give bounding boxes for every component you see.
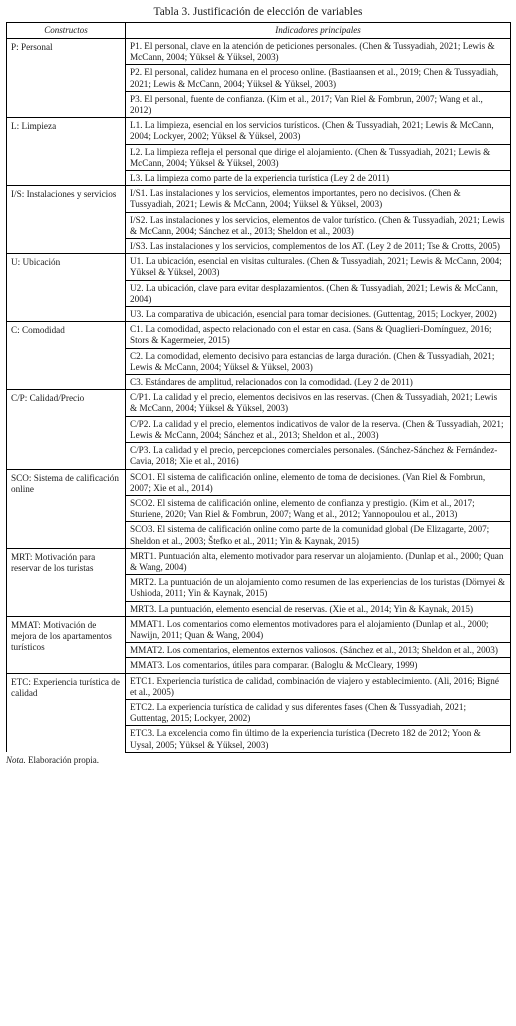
- table-row: [7, 118, 511, 144]
- indicator-cell: C/P3. La calidad y el precio, percepciones comerciales personales. (Sánchez-Sánchez & Fernández-Cavia, 2018; Xie et al., 2016): [126, 443, 511, 469]
- table-row: [7, 186, 511, 212]
- indicator-cell: P1. El personal, clave en la atención de peticiones personales. (Chen & Tussyadiah, 2021; Lewis & McCann, 2004; Yüksel & Yüksel, 2003): [126, 39, 511, 65]
- indicator-cell: SCO2. El sistema de calificación online, elemento de confianza y prestigio. (Kim et al., 2017; Sturiene, 2020; Van Riel & Fombrun, 2007; Wang et al., 2012; Yannopoulou et al., 2013): [126, 495, 511, 521]
- indicator-cell: ETC1. Experiencia turística de calidad, combinación de viajero y establecimiento. (Ali, 2016; Bigné et al., 2005): [126, 673, 511, 699]
- construct-cell: MMAT: Motivación de mejora de los apartamentos turísticos: [7, 616, 126, 673]
- table-row: [7, 469, 511, 495]
- note-label: Nota.: [6, 754, 26, 765]
- table-row: [7, 673, 511, 699]
- indicator-cell: C2. La comodidad, elemento decisivo para estancias de larga duración. (Chen & Tussyadiah, 2021; Lewis & McCann, 2004; Yüksel & Yüksel, 2003): [126, 348, 511, 374]
- indicator-cell: C/P1. La calidad y el precio, elementos decisivos en las reservas. (Chen & Tussyadiah, 2021; Lewis & McCann, 2004; Yüksel & Yüksel, 2003): [126, 390, 511, 416]
- indicator-cell: MMAT3. Los comentarios, útiles para comparar. (Baloglu & McCleary, 1999): [126, 658, 511, 673]
- indicator-cell: P2. El personal, calidez humana en el proceso online. (Bastiaansen et al., 2019; Chen & Tussyadiah, 2021; Lewis & McCann, 2004; Yüksel & Yüksel, 2003): [126, 65, 511, 91]
- indicator-cell: L1. La limpieza, esencial en los servicios turísticos. (Chen & Tussyadiah, 2021; Lewis & McCann, 2004; Lockyer, 2002; Yüksel & Yüksel, 2003): [126, 118, 511, 144]
- table-row: [7, 39, 511, 65]
- indicator-cell: ETC2. La experiencia turística de calidad y sus diferentes fases (Chen & Tussyadiah, 2021; Guttentag, 2015; Lockyer, 2002): [126, 699, 511, 725]
- header-constructs: Constructos: [7, 23, 126, 39]
- table-note: [6, 753, 510, 765]
- construct-cell: L: Limpieza: [7, 118, 126, 186]
- indicator-cell: L3. La limpieza como parte de la experiencia turística (Ley 2 de 2011): [126, 171, 511, 186]
- table-caption: Tabla 3. Justificación de elección de variables: [153, 6, 363, 18]
- indicator-cell: U2. La ubicación, clave para evitar desplazamientos. (Chen & Tussyadiah, 2021; Lewis & McCann, 2004): [126, 280, 511, 306]
- variables-table: [6, 22, 511, 753]
- indicator-cell: U1. La ubicación, esencial en visitas culturales. (Chen & Tussyadiah, 2021; Lewis & McCann, 2004; Yüksel & Yüksel, 2003): [126, 254, 511, 280]
- indicator-cell: U3. La comparativa de ubicación, esencial para tomar decisiones. (Guttentag, 2015; Lockyer, 2002): [126, 307, 511, 322]
- indicator-cell: C1. La comodidad, aspecto relacionado con el estar en casa. (Sans & Quaglieri-Domínguez, 2016; Stors & Kagermeier, 2015): [126, 322, 511, 348]
- indicator-cell: MMAT2. Los comentarios, elementos externos valiosos. (Sánchez et al., 2013; Sheldon et al., 2003): [126, 643, 511, 658]
- indicator-cell: MRT3. La puntuación, elemento esencial de reservas. (Xie et al., 2014; Yin & Kaynak, 2015): [126, 601, 511, 616]
- header-indicators: Indicadores principales: [126, 23, 511, 39]
- indicator-cell: MMAT1. Los comentarios como elementos motivadores para el alojamiento (Dunlap et al., 2000; Nawijn, 2011; Quan & Wang, 2004): [126, 616, 511, 642]
- note-text: Elaboración propia.: [25, 754, 99, 765]
- table-row: [7, 322, 511, 348]
- indicator-cell: P3. El personal, fuente de confianza. (Kim et al., 2017; Van Riel & Fombrun, 2007; Wang et al., 2012): [126, 91, 511, 117]
- construct-cell: SCO: Sistema de calificación online: [7, 469, 126, 548]
- table-row: [7, 548, 511, 574]
- indicator-cell: I/S2. Las instalaciones y los servicios, elementos de valor turístico. (Chen & Tussyadiah, 2021; Lewis & McCann, 2004; Sánchez et al., 2013; Sheldon et al., 2003): [126, 212, 511, 238]
- indicator-cell: SCO3. El sistema de calificación online como parte de la comunidad global (De Elizagarte, 2007; Sheldon et al., 2003; Štefko et al., 2011; Yin & Kaynak, 2015): [126, 522, 511, 548]
- indicator-cell: MRT1. Puntuación alta, elemento motivador para reservar un alojamiento. (Dunlap et al., 2000; Quan & Wang, 2004): [126, 548, 511, 574]
- indicator-cell: MRT2. La puntuación de un alojamiento como resumen de las experiencias de los turistas (Dörnyei & Ushioda, 2011; Yin & Kaynak, 2015): [126, 575, 511, 601]
- construct-cell: C/P: Calidad/Precio: [7, 390, 126, 469]
- construct-cell: U: Ubicación: [7, 254, 126, 322]
- indicator-cell: I/S1. Las instalaciones y los servicios, elementos importantes, pero no decisivos. (Chen & Tussyadiah, 2021; Lewis & McCann, 2004; Yüksel & Yüksel, 2003): [126, 186, 511, 212]
- indicator-cell: L2. La limpieza refleja el personal que dirige el alojamiento. (Chen & Tussyadiah, 2021; Lewis & McCann, 2004; Yüksel & Yüksel, 2003): [126, 144, 511, 170]
- indicator-cell: SCO1. El sistema de calificación online, elemento de toma de decisiones. (Van Riel & Fombrun, 2007; Xie et al., 2014): [126, 469, 511, 495]
- table-header-row: [7, 23, 511, 39]
- construct-cell: I/S: Instalaciones y servicios: [7, 186, 126, 254]
- indicator-cell: ETC3. La excelencia como fin último de la experiencia turística (Decreto 182 de 2012; Yoon & Uysal, 2005; Yüksel & Yüksel, 2003): [126, 726, 511, 752]
- table-row: [7, 616, 511, 642]
- table-body: [7, 39, 511, 753]
- indicator-cell: C3. Estándares de amplitud, relacionados con la comodidad. (Ley 2 de 2011): [126, 375, 511, 390]
- table-row: [7, 254, 511, 280]
- indicator-cell: C/P2. La calidad y el precio, elementos indicativos de valor de la reserva. (Chen & Tussyadiah, 2021; Lewis & McCann, 2004; Sánchez et al., 2013; Sheldon et al., 2003): [126, 416, 511, 442]
- table-row: [7, 390, 511, 416]
- indicator-cell: I/S3. Las instalaciones y los servicios, complementos de los AT. (Ley 2 de 2011; Tse & Crotts, 2005): [126, 239, 511, 254]
- construct-cell: P: Personal: [7, 39, 126, 118]
- construct-cell: C: Comodidad: [7, 322, 126, 390]
- construct-cell: ETC: Experiencia turística de calidad: [7, 673, 126, 752]
- construct-cell: MRT: Motivación para reservar de los turistas: [7, 548, 126, 616]
